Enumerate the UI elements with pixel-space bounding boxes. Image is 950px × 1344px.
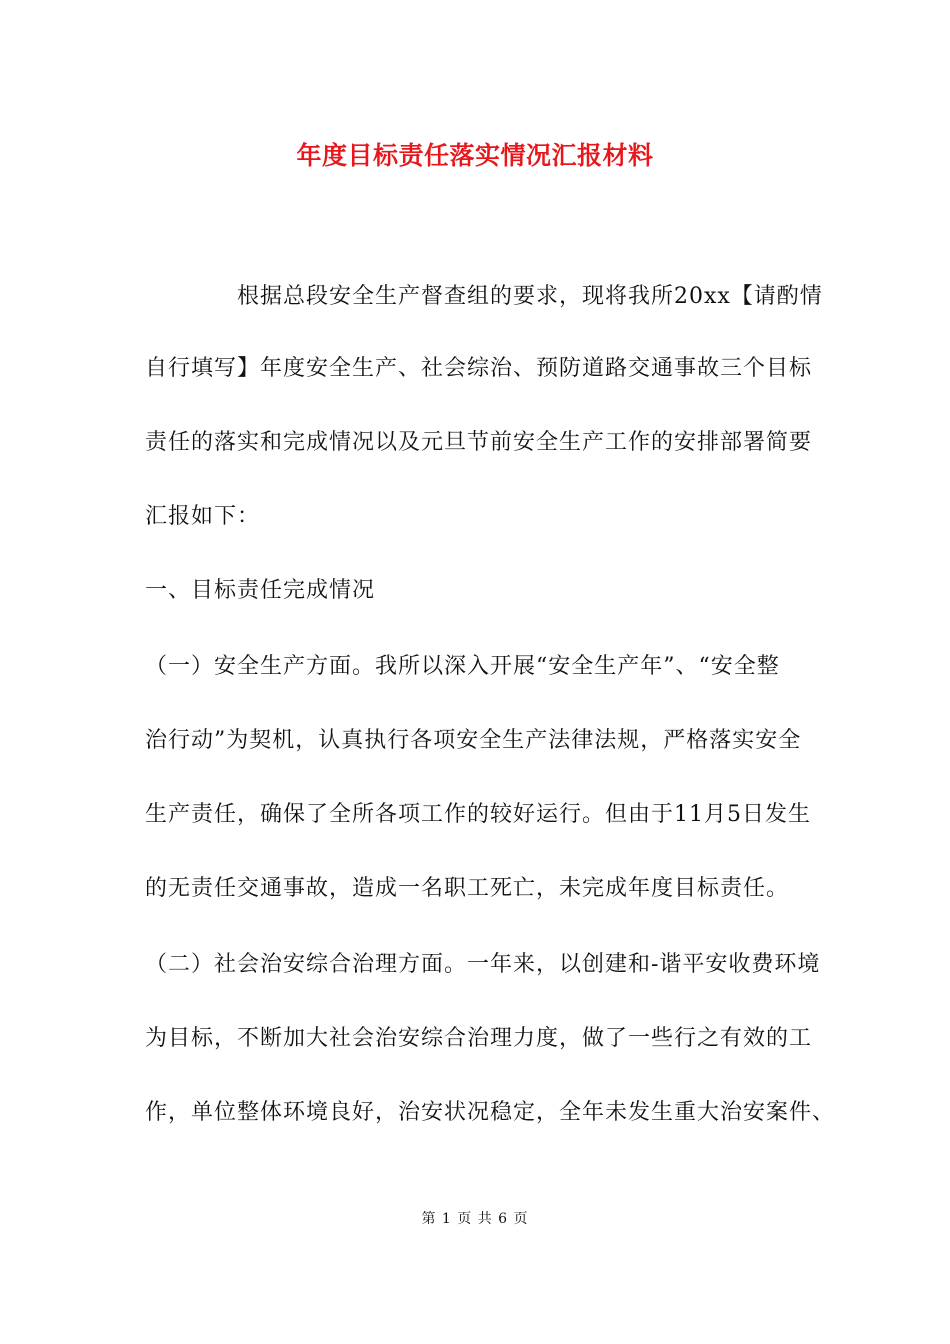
- document-title: 年度目标责任落实情况汇报材料: [296, 141, 654, 170]
- paragraph-line: 根据总段安全生产督查组的要求，现将我所20xx【请酌情: [145, 284, 823, 309]
- paragraph-line: 汇报如下：: [145, 504, 261, 529]
- paragraph-line: 作，单位整体环境良好，治安状况稳定，全年未发生重大治安案件、: [145, 1100, 836, 1125]
- section-heading: 一、目标责任完成情况: [145, 578, 376, 603]
- paragraph-line: （二）社会治安综合治理方面。一年来，以创建和-谐平安收费环境: [145, 952, 821, 977]
- paragraph-line: 治行动”为契机，认真执行各项安全生产法律法规，严格落实安全: [145, 728, 802, 753]
- paragraph-line: 自行填写】年度安全生产、社会综治、预防道路交通事故三个目标: [145, 356, 813, 381]
- paragraph-line: 的无责任交通事故，造成一名职工死亡，未完成年度目标责任。: [145, 876, 790, 901]
- page-number-footer: 第 1 页 共 6 页: [421, 1211, 529, 1227]
- paragraph-line: （一）安全生产方面。我所以深入开展“安全生产年”、“安全整: [145, 654, 780, 679]
- paragraph-line: 责任的落实和完成情况以及元旦节前安全生产工作的安排部署简要: [145, 430, 813, 455]
- paragraph-line: 生产责任，确保了全所各项工作的较好运行。但由于11月5日发生: [145, 802, 811, 827]
- paragraph-line: 为目标，不断加大社会治安综合治理力度，做了一些行之有效的工: [145, 1026, 813, 1051]
